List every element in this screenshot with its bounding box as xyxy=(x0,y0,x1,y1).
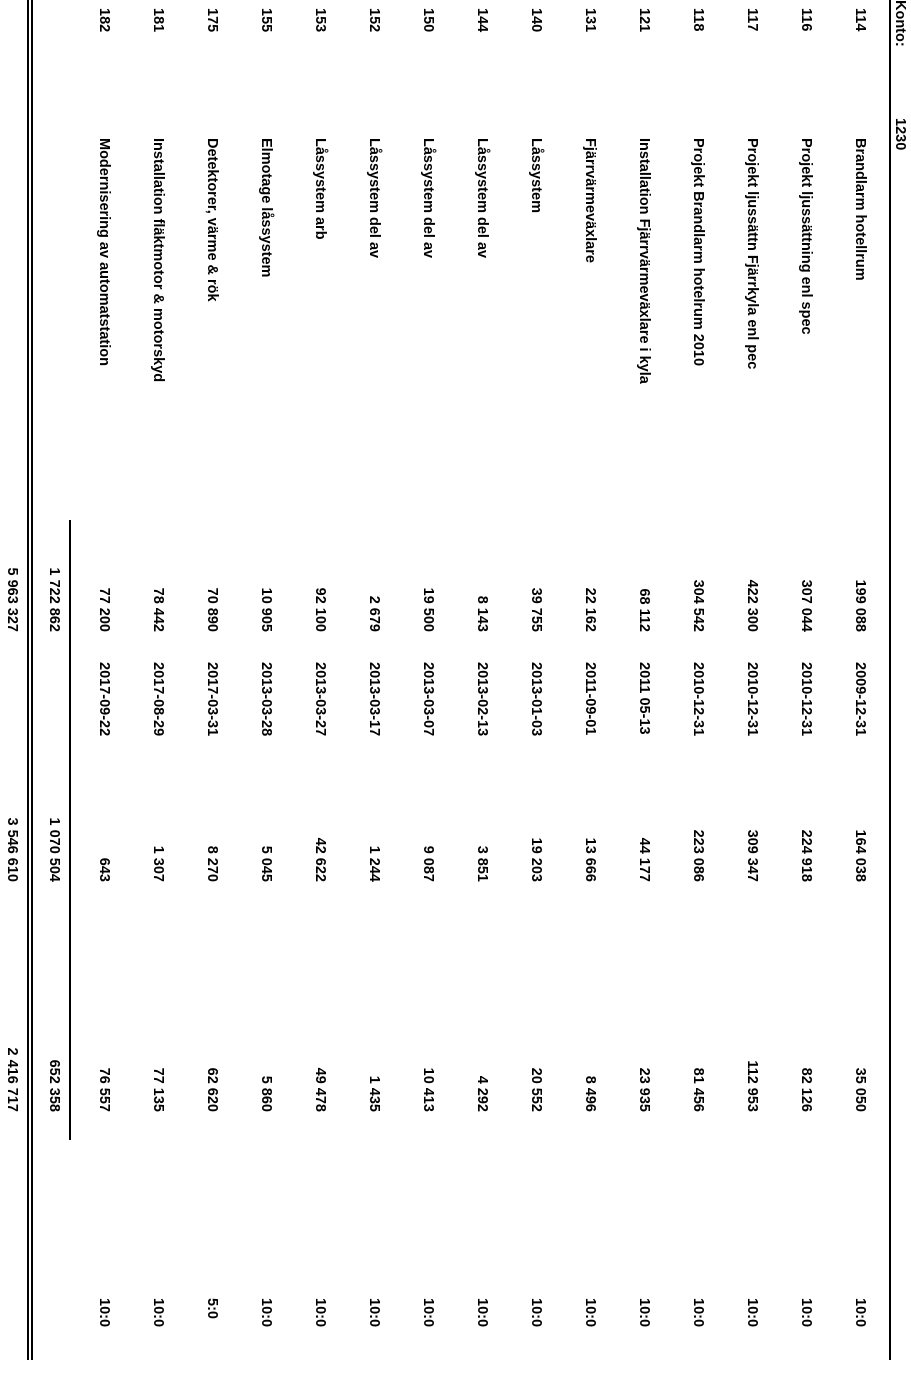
row-description: Detektorer, värme & rök xyxy=(204,138,220,302)
row-id: 121 xyxy=(636,8,652,33)
row-period: 10:0 xyxy=(420,1298,436,1328)
row-id: 155 xyxy=(258,8,274,33)
row-id: 116 xyxy=(798,8,814,32)
row-date: 2010-12-31 xyxy=(690,662,706,737)
row-date: 2017-09-22 xyxy=(96,662,112,737)
row-book-value: 20 552 xyxy=(528,1067,544,1112)
row-id: 140 xyxy=(528,8,544,33)
row-period: 10:0 xyxy=(744,1298,760,1328)
row-description: Låssystem del av xyxy=(366,138,382,259)
row-id: 144 xyxy=(474,8,490,33)
row-description: Installation Fjärrvärmeväxlare i kyla xyxy=(636,138,652,384)
row-description: Projekt ljussättn Fjärrkyla enl pec xyxy=(744,138,760,370)
row-depreciation: 643 xyxy=(96,857,112,882)
row-date: 2017-08-29 xyxy=(150,662,166,737)
row-id: 114 xyxy=(852,8,868,32)
row-period: 10:0 xyxy=(798,1298,814,1328)
row-date: 2009-12-31 xyxy=(852,662,868,737)
row-description: Låssystem xyxy=(528,138,544,213)
row-book-value: 8 496 xyxy=(582,1075,598,1112)
row-book-value: 77 135 xyxy=(150,1067,166,1112)
row-amount: 70 890 xyxy=(204,587,220,632)
row-description: Elmotage låssystem xyxy=(258,138,274,278)
konto-value: 1230 xyxy=(892,118,908,151)
row-book-value: 10 413 xyxy=(420,1067,436,1112)
row-depreciation: 8 270 xyxy=(204,845,220,882)
row-amount: 8 143 xyxy=(474,595,490,632)
row-book-value: 23 935 xyxy=(636,1067,652,1112)
row-amount: 68 112 xyxy=(636,588,652,632)
row-depreciation: 5 045 xyxy=(258,845,274,882)
row-period: 10:0 xyxy=(96,1298,112,1328)
row-amount: 78 442 xyxy=(150,587,166,632)
row-description: Låssystem del av xyxy=(420,138,436,259)
row-description: Projekt ljussättning enl spec xyxy=(798,138,814,335)
subtotal-depreciation: 1 070 504 xyxy=(46,817,62,882)
row-period: 10:0 xyxy=(366,1298,382,1328)
row-description: Brandlarm hotellrum xyxy=(852,138,868,281)
grand-total-depreciation: 3 546 610 xyxy=(4,817,20,882)
row-period: 10:0 xyxy=(852,1298,868,1328)
row-book-value: 4 292 xyxy=(474,1075,490,1112)
row-date: 2013-03-07 xyxy=(420,662,436,737)
row-period: 10:0 xyxy=(582,1298,598,1328)
grand-total-amount: 5 963 327 xyxy=(4,567,20,632)
row-depreciation: 3 851 xyxy=(474,845,490,882)
row-depreciation: 1 244 xyxy=(366,845,382,882)
row-period: 10:0 xyxy=(474,1298,490,1328)
row-date: 2013-03-17 xyxy=(366,662,382,737)
row-depreciation: 9 087 xyxy=(420,845,436,882)
row-description: Låssystem arb xyxy=(312,138,328,240)
row-id: 181 xyxy=(150,8,166,33)
row-date: 2011 05-13 xyxy=(636,662,652,735)
row-depreciation: 42 622 xyxy=(312,837,328,882)
row-description: Fjärrvärmeväxlare xyxy=(582,138,598,263)
row-amount: 304 542 xyxy=(690,579,706,632)
row-book-value: 112 953 xyxy=(744,1060,760,1112)
row-description: Låssystem del av xyxy=(474,138,490,259)
subtotal-amount: 1 722 862 xyxy=(46,567,62,632)
row-amount: 77 200 xyxy=(96,587,112,632)
row-id: 175 xyxy=(204,8,220,33)
row-id: 152 xyxy=(366,8,382,33)
row-amount: 92 100 xyxy=(312,587,328,632)
row-period: 5:0 xyxy=(204,1298,220,1319)
row-book-value: 62 620 xyxy=(204,1067,220,1112)
row-amount: 307 044 xyxy=(798,579,814,632)
header-rule xyxy=(889,0,891,1360)
row-date: 2013-01-03 xyxy=(528,662,544,737)
row-id: 131 xyxy=(582,8,598,33)
row-period: 10:0 xyxy=(150,1298,166,1328)
row-book-value: 81 456 xyxy=(690,1067,706,1112)
row-depreciation: 309 347 xyxy=(744,829,760,882)
row-depreciation: 224 918 xyxy=(798,829,814,882)
row-depreciation: 1 307 xyxy=(150,845,166,882)
row-period: 10:0 xyxy=(636,1298,652,1328)
row-description: Modernisering av automatstation xyxy=(96,138,112,367)
row-book-value: 49 478 xyxy=(312,1067,328,1112)
row-amount: 422 300 xyxy=(744,579,760,632)
row-period: 10:0 xyxy=(690,1298,706,1328)
row-depreciation: 44 177 xyxy=(636,837,652,882)
row-date: 2013-03-27 xyxy=(312,662,328,737)
row-depreciation: 223 086 xyxy=(690,829,706,882)
row-amount: 10 905 xyxy=(258,587,274,632)
row-amount: 2 679 xyxy=(366,595,382,632)
row-id: 150 xyxy=(420,8,436,33)
row-period: 10:0 xyxy=(258,1298,274,1328)
row-amount: 39 755 xyxy=(528,587,544,632)
grand-total-rule-2 xyxy=(27,0,29,1360)
row-depreciation: 164 038 xyxy=(852,829,868,882)
row-book-value: 76 557 xyxy=(96,1067,112,1112)
row-id: 117 xyxy=(744,8,760,32)
row-period: 10:0 xyxy=(528,1298,544,1328)
row-book-value: 5 860 xyxy=(258,1075,274,1112)
konto-label: Konto: xyxy=(892,0,908,47)
grand-total-book-value: 2 416 717 xyxy=(4,1047,20,1112)
row-date: 2013-02-13 xyxy=(474,662,490,737)
grand-total-rule-1 xyxy=(31,0,33,1360)
row-date: 2011-09-01 xyxy=(582,662,598,736)
row-depreciation: 19 203 xyxy=(528,837,544,882)
row-book-value: 82 126 xyxy=(798,1067,814,1112)
row-date: 2013-03-28 xyxy=(258,662,274,737)
row-depreciation: 13 666 xyxy=(582,837,598,882)
row-description: Installation fläktmotor & motorskyd xyxy=(150,138,166,383)
row-date: 2017-03-31 xyxy=(204,662,220,737)
row-date: 2010-12-31 xyxy=(798,662,814,737)
row-amount: 19 500 xyxy=(420,587,436,632)
subtotal-book-value: 652 358 xyxy=(46,1059,62,1112)
row-description: Projekt Brandlarm hotelrum 2010 xyxy=(690,138,706,367)
row-amount: 199 088 xyxy=(852,579,868,632)
row-date: 2010-12-31 xyxy=(744,662,760,737)
subtotal-rule xyxy=(69,520,71,1140)
row-id: 118 xyxy=(690,8,706,32)
row-amount: 22 162 xyxy=(582,587,598,632)
row-id: 153 xyxy=(312,8,328,33)
row-book-value: 1 435 xyxy=(366,1075,382,1112)
row-id: 182 xyxy=(96,8,112,33)
row-book-value: 35 050 xyxy=(852,1067,868,1112)
row-period: 10:0 xyxy=(312,1298,328,1328)
